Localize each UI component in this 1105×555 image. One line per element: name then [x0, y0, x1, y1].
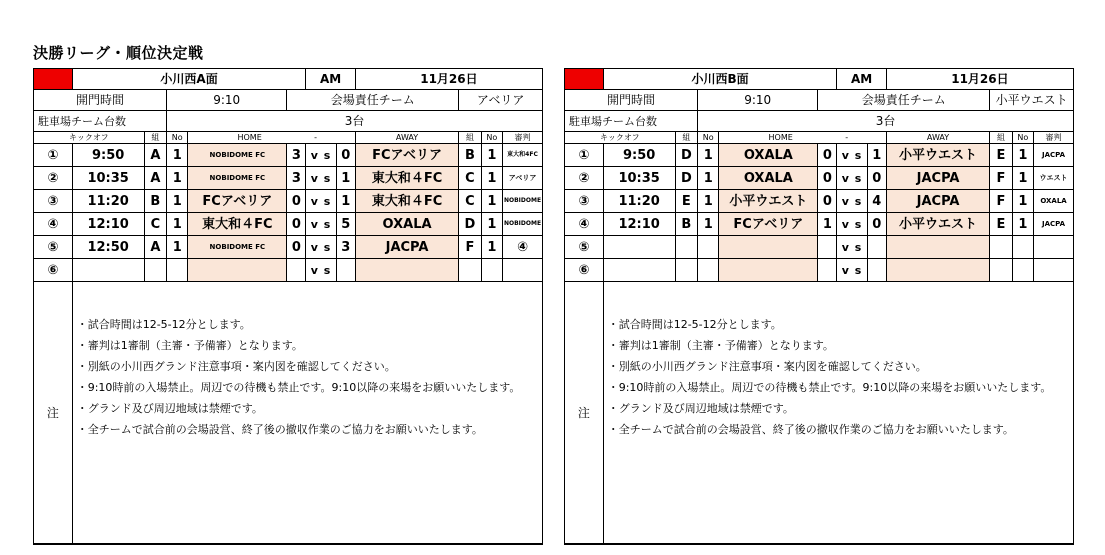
- venue-team-value: アベリア: [459, 90, 542, 111]
- open-time-value: 9:10: [167, 90, 287, 111]
- away-team: [886, 259, 989, 282]
- home-group: [144, 259, 166, 282]
- parking-label: 駐車場チーム台数: [34, 111, 167, 132]
- away-team: JACPA: [886, 167, 989, 190]
- vs-label: v s: [306, 236, 336, 259]
- table-row: [565, 190, 1073, 213]
- away-no: 1: [481, 144, 502, 167]
- note-line: ・9:10時前の入場禁止。周辺での待機も禁止です。9:10以降の来場をお願いいたします。: [607, 381, 1052, 394]
- am-label: AM: [306, 69, 355, 90]
- away-no: 1: [481, 213, 502, 236]
- away-group: F: [990, 190, 1012, 213]
- away-team: 小平ウエスト: [886, 144, 989, 167]
- home-no: 1: [698, 144, 719, 167]
- home-score: [818, 259, 837, 282]
- group-header: 組: [459, 132, 481, 144]
- away-group: F: [459, 236, 481, 259]
- away-no: 1: [481, 190, 502, 213]
- notes-label: 注: [34, 282, 72, 544]
- note-line: ・全チームで試合前の会場設営、終了後の撤収作業のご協力をお願いいたします。: [607, 423, 1014, 436]
- note-line: ・試合時間は12-5-12分とします。: [76, 318, 251, 331]
- home-group: D: [675, 167, 697, 190]
- vs-label: v s: [306, 190, 336, 213]
- table-row: [34, 213, 542, 236]
- no-header: No: [1012, 132, 1033, 144]
- away-score: 0: [336, 144, 355, 167]
- home-group: E: [675, 190, 697, 213]
- away-no: [1012, 236, 1033, 259]
- parking-label: 駐車場チーム台数: [565, 111, 698, 132]
- away-no: [1012, 259, 1033, 282]
- home-score: 3: [287, 167, 306, 190]
- away-score: [336, 259, 355, 282]
- referee-team: NOBIDOME: [503, 190, 542, 213]
- away-score: 5: [336, 213, 355, 236]
- match-number: ⑥: [34, 259, 72, 282]
- table-row: [565, 236, 1073, 259]
- referee-team: [1034, 259, 1073, 282]
- away-score: 0: [867, 213, 886, 236]
- match-number: ⑥: [565, 259, 603, 282]
- home-no: 1: [167, 213, 188, 236]
- away-group: B: [459, 144, 481, 167]
- match-number: ⑤: [565, 236, 603, 259]
- referee-team: JACPA: [1034, 144, 1073, 167]
- home-score: 0: [818, 167, 837, 190]
- vs-label: v s: [837, 259, 867, 282]
- home-no: [698, 259, 719, 282]
- referee-header: 審判: [1034, 132, 1073, 144]
- kickoff-time: 10:35: [603, 167, 675, 190]
- note-line: ・審判は1審制（主審・予備審）となります。: [607, 339, 834, 352]
- venue-team-label: 会場責任チーム: [287, 90, 459, 111]
- red-marker: [565, 69, 603, 90]
- away-score: 1: [336, 167, 355, 190]
- table-row: [34, 167, 542, 190]
- note-line: ・9:10時前の入場禁止。周辺での待機も禁止です。9:10以降の来場をお願いいたします。: [76, 381, 521, 394]
- home-score: 0: [287, 236, 306, 259]
- away-score: 0: [867, 167, 886, 190]
- match-number: ①: [34, 144, 72, 167]
- group-header: 組: [675, 132, 697, 144]
- away-team: [355, 259, 458, 282]
- venue-team-label: 会場責任チーム: [818, 90, 990, 111]
- away-no: 1: [1012, 144, 1033, 167]
- home-score: 1: [818, 213, 837, 236]
- venue-name: 小川西B面: [603, 69, 837, 90]
- match-number: ④: [34, 213, 72, 236]
- match-number: ④: [565, 213, 603, 236]
- away-group: D: [459, 213, 481, 236]
- referee-team: NOBIDOME: [503, 213, 542, 236]
- vs-label: v s: [837, 236, 867, 259]
- parking-value: 3台: [167, 111, 542, 132]
- vs-label: v s: [306, 213, 336, 236]
- am-label: AM: [837, 69, 886, 90]
- note-line: ・試合時間は12-5-12分とします。: [607, 318, 782, 331]
- note-line: ・グランド及び周辺地域は禁煙です。: [607, 402, 794, 415]
- vs-label: v s: [837, 144, 867, 167]
- kickoff-time: [72, 259, 144, 282]
- away-group: C: [459, 190, 481, 213]
- kickoff-header: キックオフ: [34, 132, 144, 144]
- away-no: 1: [481, 167, 502, 190]
- away-no: [481, 259, 502, 282]
- referee-team: ④: [503, 236, 542, 259]
- table-row: [34, 259, 542, 282]
- kickoff-time: [603, 236, 675, 259]
- kickoff-time: 10:35: [72, 167, 144, 190]
- note-line: ・全チームで試合前の会場設営、終了後の撤収作業のご協力をお願いいたします。: [76, 423, 483, 436]
- home-header: HOME -: [719, 132, 886, 144]
- vs-label: v s: [306, 144, 336, 167]
- kickoff-time: 12:50: [72, 236, 144, 259]
- home-team: NOBIDOME FC: [188, 144, 287, 167]
- home-no: 1: [698, 167, 719, 190]
- home-score: [818, 236, 837, 259]
- vs-label: v s: [306, 259, 336, 282]
- away-no: 1: [1012, 213, 1033, 236]
- home-group: [675, 236, 697, 259]
- match-number: ①: [565, 144, 603, 167]
- schedule-sheet-a: [33, 68, 543, 545]
- away-group: [990, 236, 1012, 259]
- away-group: [459, 259, 481, 282]
- home-team: FCアベリア: [188, 190, 287, 213]
- away-team: [886, 236, 989, 259]
- match-number: ③: [565, 190, 603, 213]
- table-row: [565, 167, 1073, 190]
- schedule-sheet-b: [564, 68, 1074, 545]
- kickoff-time: 11:20: [72, 190, 144, 213]
- home-group: B: [675, 213, 697, 236]
- no-header: No: [698, 132, 719, 144]
- schedule-table: [565, 69, 1073, 544]
- venue-team-value: 小平ウエスト: [990, 90, 1073, 111]
- match-number: ③: [34, 190, 72, 213]
- away-score: 1: [867, 144, 886, 167]
- referee-team: [1034, 236, 1073, 259]
- away-team: JACPA: [886, 190, 989, 213]
- home-team: OXALA: [719, 144, 818, 167]
- open-time-label: 開門時間: [34, 90, 167, 111]
- home-team: FCアベリア: [719, 213, 818, 236]
- no-header: No: [167, 132, 188, 144]
- home-group: D: [675, 144, 697, 167]
- away-group: [990, 259, 1012, 282]
- kickoff-time: 9:50: [72, 144, 144, 167]
- away-group: E: [990, 213, 1012, 236]
- page-title: 決勝リーグ・順位決定戦: [33, 44, 204, 62]
- home-no: [167, 259, 188, 282]
- match-date: 11月26日: [355, 69, 542, 90]
- venue-name: 小川西A面: [72, 69, 306, 90]
- kickoff-time: 12:10: [603, 213, 675, 236]
- home-group: [675, 259, 697, 282]
- away-team: 東大和４FC: [355, 167, 458, 190]
- home-group: C: [144, 213, 166, 236]
- vs-label: v s: [837, 213, 867, 236]
- home-no: 1: [698, 190, 719, 213]
- referee-team: OXALA: [1034, 190, 1073, 213]
- away-score: [867, 236, 886, 259]
- home-group: A: [144, 144, 166, 167]
- home-score: 0: [287, 213, 306, 236]
- home-no: 1: [167, 190, 188, 213]
- home-team: NOBIDOME FC: [188, 167, 287, 190]
- away-header: AWAY: [355, 132, 458, 144]
- no-header: No: [481, 132, 502, 144]
- note-line: ・別紙の小川西グランド注意事項・案内図を確認してください。: [607, 360, 927, 373]
- table-row: [565, 144, 1073, 167]
- home-group: A: [144, 167, 166, 190]
- note-line: ・グランド及び周辺地域は禁煙です。: [76, 402, 263, 415]
- notes-label: 注: [565, 282, 603, 544]
- referee-team: JACPA: [1034, 213, 1073, 236]
- home-score: 3: [287, 144, 306, 167]
- home-team: [719, 259, 818, 282]
- away-score: 1: [336, 190, 355, 213]
- schedule-table: [34, 69, 542, 544]
- referee-team: [503, 259, 542, 282]
- away-score: [867, 259, 886, 282]
- referee-header: 審判: [503, 132, 542, 144]
- away-header: AWAY: [886, 132, 989, 144]
- away-no: 1: [1012, 190, 1033, 213]
- open-time-value: 9:10: [698, 90, 818, 111]
- vs-label: v s: [306, 167, 336, 190]
- home-team: [719, 236, 818, 259]
- home-team: NOBIDOME FC: [188, 236, 287, 259]
- home-score: 0: [287, 190, 306, 213]
- away-no: 1: [1012, 167, 1033, 190]
- vs-label: v s: [837, 190, 867, 213]
- home-score: 0: [818, 190, 837, 213]
- away-no: 1: [481, 236, 502, 259]
- away-team: 東大和４FC: [355, 190, 458, 213]
- match-number: ②: [565, 167, 603, 190]
- kickoff-time: 12:10: [72, 213, 144, 236]
- home-header: HOME -: [188, 132, 355, 144]
- referee-team: ウエスト: [1034, 167, 1073, 190]
- table-row: [34, 236, 542, 259]
- kickoff-time: 9:50: [603, 144, 675, 167]
- match-date: 11月26日: [886, 69, 1073, 90]
- home-no: 1: [167, 236, 188, 259]
- parking-value: 3台: [698, 111, 1073, 132]
- away-group: F: [990, 167, 1012, 190]
- away-team: JACPA: [355, 236, 458, 259]
- home-team: 東大和４FC: [188, 213, 287, 236]
- kickoff-header: キックオフ: [565, 132, 675, 144]
- home-team: 小平ウエスト: [719, 190, 818, 213]
- home-team: [188, 259, 287, 282]
- kickoff-time: [603, 259, 675, 282]
- vs-label: v s: [837, 167, 867, 190]
- group-header: 組: [990, 132, 1012, 144]
- group-header: 組: [144, 132, 166, 144]
- referee-team: 東大和4FC: [503, 144, 542, 167]
- home-team: OXALA: [719, 167, 818, 190]
- table-row: [565, 259, 1073, 282]
- home-group: B: [144, 190, 166, 213]
- red-marker: [34, 69, 72, 90]
- away-score: 3: [336, 236, 355, 259]
- away-score: 4: [867, 190, 886, 213]
- away-team: 小平ウエスト: [886, 213, 989, 236]
- note-line: ・別紙の小川西グランド注意事項・案内図を確認してください。: [76, 360, 396, 373]
- home-no: [698, 236, 719, 259]
- note-line: ・審判は1審制（主審・予備審）となります。: [76, 339, 303, 352]
- open-time-label: 開門時間: [565, 90, 698, 111]
- table-row: [565, 213, 1073, 236]
- home-no: 1: [167, 167, 188, 190]
- notes-body: [72, 282, 542, 544]
- home-no: 1: [698, 213, 719, 236]
- match-number: ⑤: [34, 236, 72, 259]
- home-group: A: [144, 236, 166, 259]
- referee-team: アベリア: [503, 167, 542, 190]
- table-row: [34, 144, 542, 167]
- away-group: C: [459, 167, 481, 190]
- notes-body: [603, 282, 1073, 544]
- home-score: 0: [818, 144, 837, 167]
- away-team: FCアベリア: [355, 144, 458, 167]
- kickoff-time: 11:20: [603, 190, 675, 213]
- away-team: OXALA: [355, 213, 458, 236]
- table-row: [34, 190, 542, 213]
- away-group: E: [990, 144, 1012, 167]
- home-no: 1: [167, 144, 188, 167]
- home-score: [287, 259, 306, 282]
- match-number: ②: [34, 167, 72, 190]
